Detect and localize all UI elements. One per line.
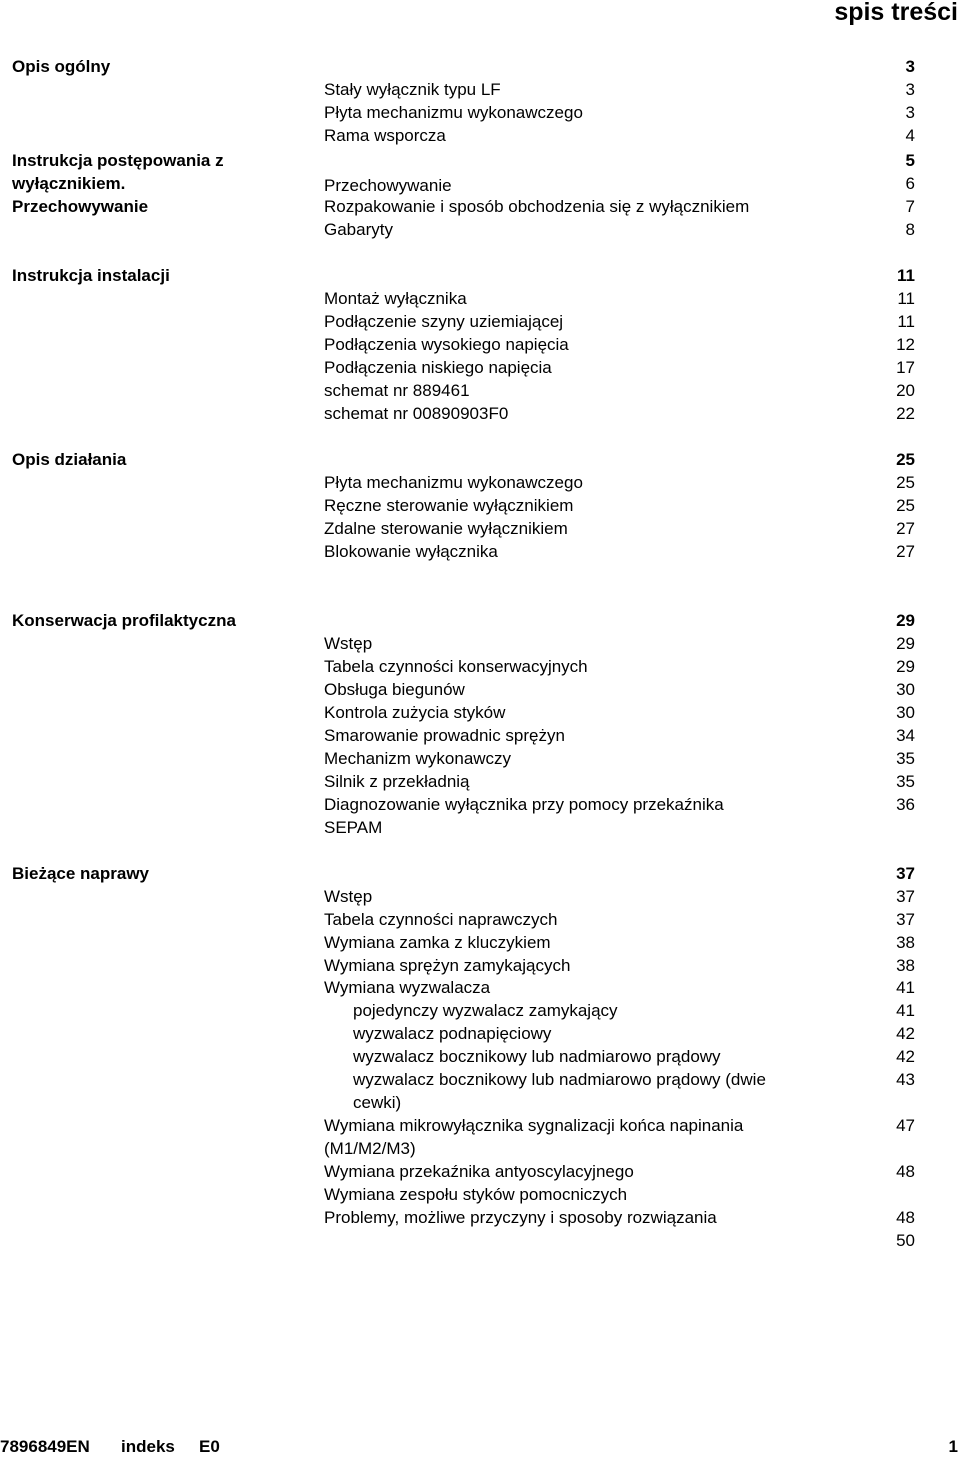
- toc-entry: Wstęp: [324, 887, 373, 906]
- toc-entry: Wstęp: [324, 634, 373, 653]
- toc-entry: Tabela czynności naprawczych: [324, 910, 558, 929]
- footer-index-label: indeks: [121, 1437, 175, 1456]
- toc-entry-line1: Wymiana mikrowyłącznika sygnalizacji końca napinania: [324, 1116, 744, 1135]
- toc-page: 42: [896, 1024, 915, 1043]
- toc-entry: Kontrola zużycia styków: [324, 703, 506, 722]
- toc-subentry-line2: cewki): [353, 1093, 402, 1112]
- toc-entry: Stały wyłącznik typu LF: [324, 80, 501, 99]
- toc-entry: Podłączenia wysokiego napięcia: [324, 335, 569, 354]
- section-page-installation: 11: [897, 266, 915, 285]
- toc-entry-line2: (M1/M2/M3): [324, 1139, 416, 1158]
- toc-page: 8: [905, 220, 915, 239]
- toc-entry: schemat nr 00890903F0: [324, 404, 509, 423]
- toc-entry: Płyta mechanizmu wykonawczego: [324, 473, 583, 492]
- toc-entry: Smarowanie prowadnic sprężyn: [324, 726, 565, 745]
- toc-page: 22: [896, 404, 915, 423]
- toc-entry: Wymiana wyzwalacza: [324, 978, 491, 997]
- toc-page: 3: [905, 80, 915, 99]
- section-page-general: 3: [905, 57, 915, 76]
- toc-page: 48: [896, 1162, 915, 1181]
- toc-page: 30: [896, 680, 915, 699]
- toc-page: 47: [896, 1116, 915, 1135]
- toc-page: 41: [896, 1001, 915, 1020]
- toc-entry: Obsługa biegunów: [324, 680, 465, 699]
- toc-page: 41: [896, 978, 915, 997]
- toc-page: 43: [896, 1070, 915, 1089]
- toc-subentry: wyzwalacz podnapięciowy: [353, 1024, 552, 1043]
- toc-entry: Płyta mechanizmu wykonawczego: [324, 103, 583, 122]
- toc-page: 35: [896, 749, 915, 768]
- toc-page: 4: [905, 126, 915, 145]
- toc-page: 6: [905, 174, 915, 193]
- toc-entry-line2: SEPAM: [324, 818, 383, 837]
- section-title-handling-line3: Przechowywanie: [12, 197, 149, 216]
- toc-entry: Wymiana zespołu styków pomocniczych: [324, 1185, 628, 1204]
- section-title-maintenance: Konserwacja profilaktyczna: [12, 611, 236, 630]
- toc-subentry-line1: wyzwalacz bocznikowy lub nadmiarowo prądowy (dwie: [353, 1070, 766, 1089]
- toc-entry: Silnik z przekładnią: [324, 772, 470, 791]
- section-title-repairs: Bieżące naprawy: [12, 864, 150, 883]
- footer-doc-id: 7896849EN: [0, 1437, 90, 1456]
- toc-entry: schemat nr 889461: [324, 381, 470, 400]
- section-title-handling-line2: wyłącznikiem.: [12, 174, 126, 193]
- toc-entry: Blokowanie wyłącznika: [324, 542, 498, 561]
- section-title-operation: Opis działania: [12, 450, 127, 469]
- toc-page: 38: [896, 933, 915, 952]
- toc-entry: Gabaryty: [324, 220, 393, 239]
- toc-page: 38: [896, 956, 915, 975]
- toc-page: 25: [896, 496, 915, 515]
- toc-entry: Podłączenie szyny uziemiającej: [324, 312, 564, 331]
- toc-entry: Mechanizm wykonawczy: [324, 749, 512, 768]
- toc-page: 29: [896, 657, 915, 676]
- toc-page: 37: [896, 887, 915, 906]
- toc-page: 20: [896, 381, 915, 400]
- toc-page: 11: [897, 289, 915, 308]
- section-title-handling-line1: Instrukcja postępowania z: [12, 151, 224, 170]
- page-title: spis treści: [834, 0, 958, 26]
- toc-page: 36: [896, 795, 915, 814]
- section-page-repairs: 37: [896, 864, 915, 883]
- toc-page: 30: [896, 703, 915, 722]
- toc-entry: Rama wsporcza: [324, 126, 446, 145]
- toc-entry: Wymiana zamka z kluczykiem: [324, 933, 551, 952]
- section-title-general: Opis ogólny: [12, 57, 111, 76]
- toc-entry: Montaż wyłącznika: [324, 289, 467, 308]
- toc-entry-line1: Diagnozowanie wyłącznika przy pomocy przekaźnika: [324, 795, 724, 814]
- toc-page: 7: [905, 197, 915, 216]
- toc-entry: Zdalne sterowanie wyłącznikiem: [324, 519, 568, 538]
- toc-subentry: pojedynczy wyzwalacz zamykający: [353, 1001, 618, 1020]
- toc-page: 37: [896, 910, 915, 929]
- toc-entry: Przechowywanie: [324, 176, 452, 195]
- toc-entry: Tabela czynności konserwacyjnych: [324, 657, 588, 676]
- toc-page: 50: [896, 1231, 915, 1250]
- toc-entry: Wymiana sprężyn zamykających: [324, 956, 571, 975]
- toc-page: 27: [896, 519, 915, 538]
- toc-entry: Podłączenia niskiego napięcia: [324, 358, 552, 377]
- toc-page: 42: [896, 1047, 915, 1066]
- toc-entry: Problemy, możliwe przyczyny i sposoby rozwiązania: [324, 1208, 717, 1227]
- section-title-installation: Instrukcja instalacji: [12, 266, 170, 285]
- section-page-operation: 25: [896, 450, 915, 469]
- toc-page: 25: [896, 473, 915, 492]
- toc-page: 11: [897, 312, 915, 331]
- toc-entry: Wymiana przekaźnika antyoscylacyjnego: [324, 1162, 634, 1181]
- toc-subentry: wyzwalacz bocznikowy lub nadmiarowo prądowy: [353, 1047, 721, 1066]
- footer-page-number: 1: [948, 1437, 958, 1456]
- section-page-maintenance: 29: [896, 611, 915, 630]
- toc-entry: Rozpakowanie i sposób obchodzenia się z wyłącznikiem: [324, 197, 750, 216]
- section-page-handling: 5: [905, 151, 915, 170]
- toc-entry: Ręczne sterowanie wyłącznikiem: [324, 496, 574, 515]
- toc-page: 48: [896, 1208, 915, 1227]
- toc-page: 27: [896, 542, 915, 561]
- toc-page: 3: [905, 103, 915, 122]
- toc-page: 34: [896, 726, 915, 745]
- toc-page: 35: [896, 772, 915, 791]
- footer-revision: E0: [199, 1437, 220, 1456]
- toc-page: 17: [896, 358, 915, 377]
- toc-page: 29: [896, 634, 915, 653]
- toc-page: 12: [896, 335, 915, 354]
